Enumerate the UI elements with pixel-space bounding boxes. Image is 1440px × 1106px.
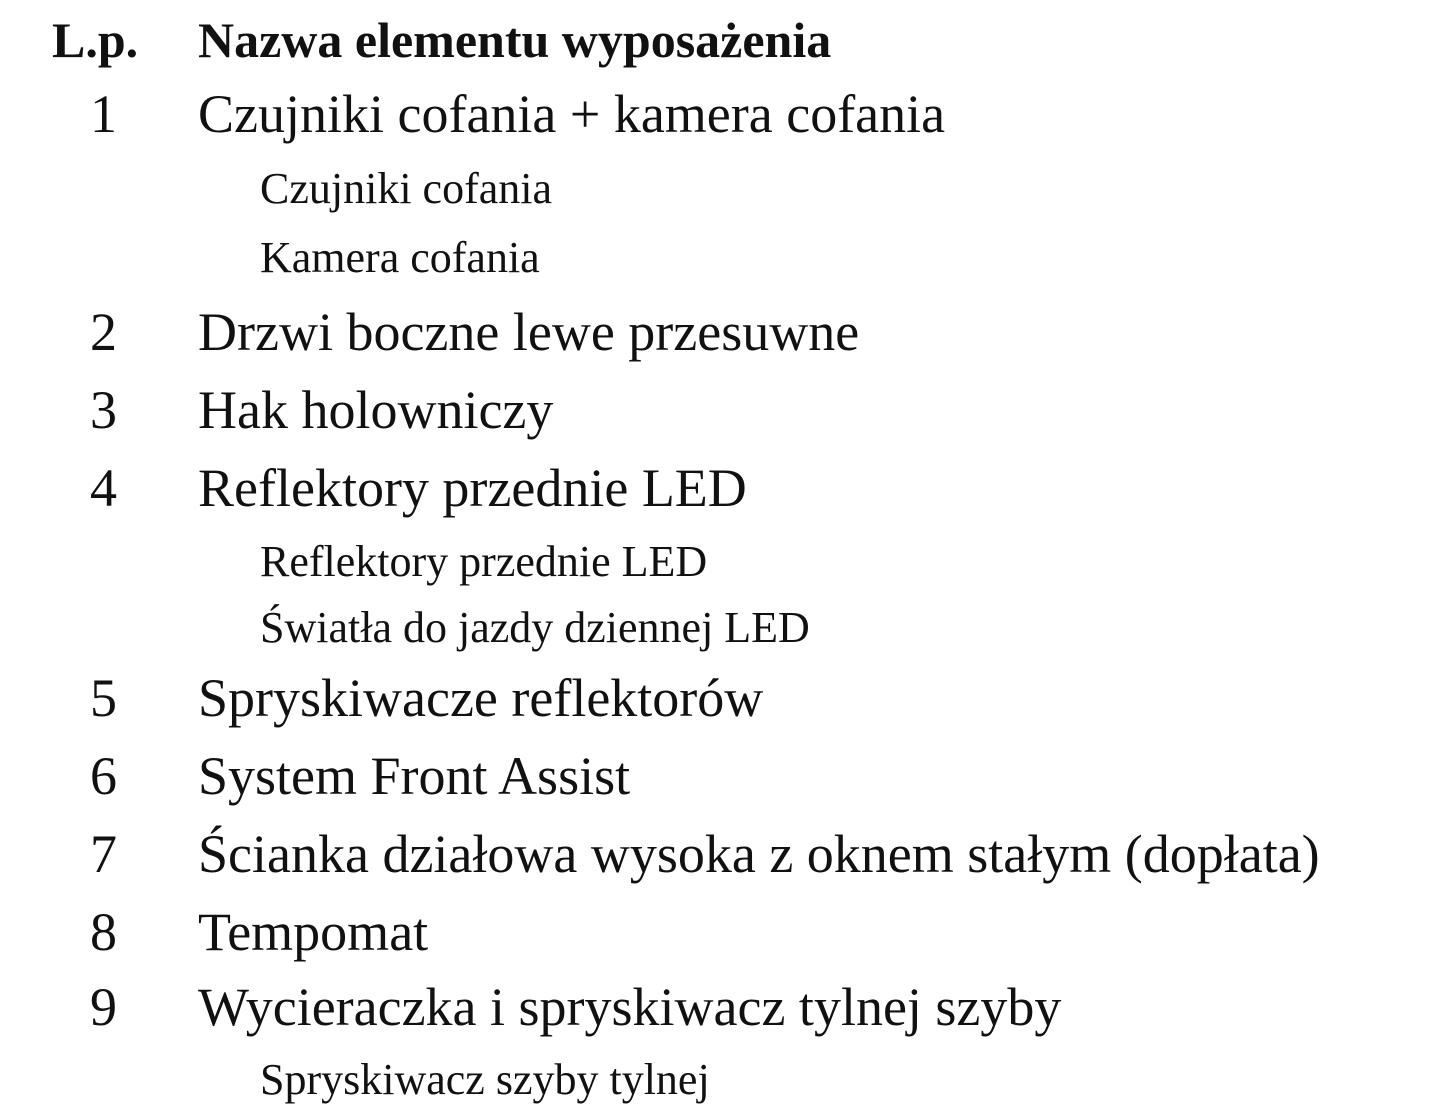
sub-item-name: Kamera cofania — [260, 233, 540, 282]
item-name: System Front Assist — [198, 746, 631, 806]
item-number: 6 — [90, 746, 117, 806]
item-number: 7 — [90, 824, 117, 884]
item-number: 3 — [90, 380, 117, 440]
item-number: 1 — [90, 84, 117, 144]
item-name: Hak holowniczy — [198, 380, 554, 440]
item-name: Tempomat — [198, 902, 429, 962]
item-number: 4 — [90, 458, 117, 518]
item-number: 5 — [90, 668, 117, 728]
item-name: Ścianka działowa wysoka z oknem stałym (dopłata) — [198, 824, 1320, 884]
item-name: Czujniki cofania + kamera cofania — [198, 84, 946, 144]
item-number: 9 — [90, 977, 117, 1037]
sub-item-name: Światła do jazdy dziennej LED — [260, 603, 810, 652]
name-header: Nazwa elementu wyposażenia — [198, 12, 832, 68]
item-number: 2 — [90, 302, 117, 362]
item-name: Reflektory przednie LED — [198, 458, 747, 518]
item-number: 8 — [90, 902, 117, 962]
lp-header: L.p. — [52, 12, 139, 68]
item-name: Drzwi boczne lewe przesuwne — [198, 302, 860, 362]
sub-item-name: Spryskiwacz szyby tylnej — [260, 1055, 710, 1104]
sub-item-name: Reflektory przednie LED — [260, 537, 708, 586]
item-name: Wycieraczka i spryskiwacz tylnej szyby — [198, 977, 1062, 1037]
item-name: Spryskiwacze reflektorów — [198, 668, 764, 728]
sub-item-name: Czujniki cofania — [260, 164, 553, 213]
